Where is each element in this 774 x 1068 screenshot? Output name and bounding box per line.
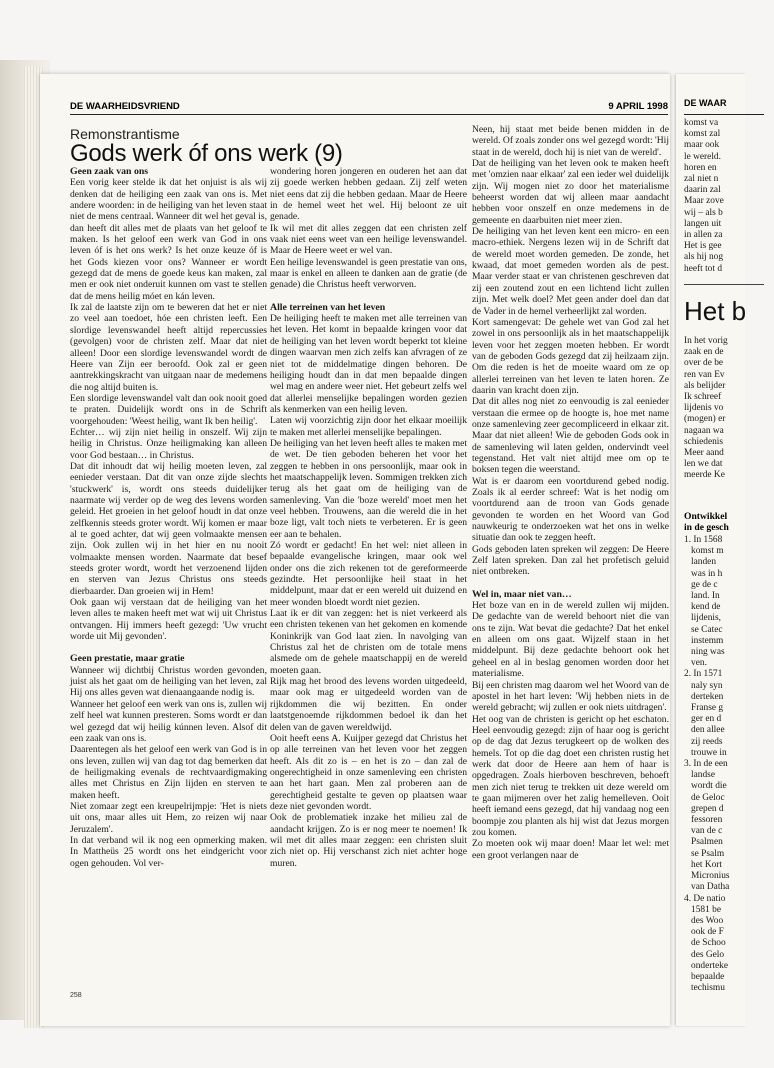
series-label: Remonstrantisme [70, 126, 180, 142]
paragraph: De heiliging heeft te maken met alle terreinen van het leven. Het komt in bepaalde kringen voor dat de heiliging van het leven wordt beperkt tot kleine dingen waarvan men zich zelfs kan afvragen of ze niet tot de middelmatige dingen behoren. De heiliging houdt dan in dat men bepaalde dingen wel mag en andere weer niet. Het gebeurt zelfs wel dat allerlei menselijke bepalingen worden gezien als kenmerken van een heilig leven. [270, 313, 467, 415]
section-heading: Alle terreinen van het leven [270, 301, 386, 313]
paragraph: Zó wordt er gedacht! En het wel: niet alleen in bepaalde evangelische kringen, maar ook wel onder ons die zich rekenen tot de gereformeerde gezindte. Het persoonlijke heil staat in het middelpunt, maar dat er een wereld uit duizend en meer wonden bloedt wordt niet gezien. [270, 540, 467, 608]
paragraph: Bij een christen mag daarom wel het Woord van de apostel in het hart leven: 'Wij hebben niets in de wereld gebracht; wij zullen er ook niets uitdragen'. [472, 679, 669, 714]
paragraph: Het oog van de christen is gericht op het eschaton. Heel eenvoudig gezegd: zijn of haar oog is gericht op de dag dat Jezus terugkeert op de wolken des hemels. Tot op die dag doet een christen rustig het werk dat door de Heere aan hem of haar is opgedragen. Zoals hierboven beschreven, behoeft men zich niet terug te trekken uit deze wereld om te gaan mijmeren over het zalig hemelleven. Ooit heeft iemand eens gezegd, dat hij vandaag nog een boompje zou planten als hij wist dat Jezus morgen zou komen. [472, 713, 669, 838]
paragraph: Wanneer het geloof een werk van ons is, zullen wij zelf heel wat kunnen presteren. Soms wordt er dan wel gezegd dat wij heilig kúnnen leven. Alsof dit een zaak van ons is. [70, 698, 267, 744]
right-page-list-text: 1. In 1568 komst m landen was in h ge de c land. In kend de lijdenis, se Catec instemm ning was ven. 2. In 1571 naly syn derteken Franse g ger en d den allee zij reeds trouwe in 3. In de een landse wordt die de Geloc grepen d fessoren van de c Psalmen se Psalm het Kort Micronius van Datha 4. De natio 1581 be des Woo ook de F de Schoo des Gelo onderteke bepaalde techismu [684, 535, 730, 994]
text-column-1 [70, 166, 267, 869]
paragraph: Ooit heeft eens A. Kuijper gezegd dat Christus het op alle terreinen van het leven voor het zeggen heeft. Als dit zo is – en het is zo – dan zal de ongerechtigheid in onze samenleving een christen aan het hart gaan. Men zal proberen aan de gerechtigheid gestalte te geven op plaatsen waar deze niet gevonden wordt. [270, 732, 467, 812]
paragraph: Ook gaan wij verstaan dat de heiliging van het leven alles te maken heeft met wat wij uit Christus ontvangen. Hij immers heeft gezegd: 'Uw vrucht worde uit Mij gevonden'. [70, 597, 267, 643]
paragraph: wondering horen jongeren en ouderen het aan dat zij goede werken hebben gedaan. Zij zelf weten niet eens dat zij die hebben gedaan. Maar de Heere in de hemel weet het wel. Hij beloont ze uit genade. [270, 166, 467, 223]
paragraph: Daarentegen als het geloof een werk van God is in ons leven, zullen wij van dag tot dag bemerken dat de heiligmaking evenals de rechtvaardigmaking alles met Christus en Zijn lijden en sterven te maken heeft. [70, 744, 267, 801]
paragraph: De heiliging van het leven kent een micro- en een macro-ethiek. Nergens lezen wij in de Schrift dat de wereld moet worden gemeden. De zonde, het kwaad, dat moet gemeden worden als de pest. Maar verder staat er van christenen geschreven dat zij een zoutend zout en een lichtend licht zullen zijn. Met welk doel? Met geen ander doel dan dat de Vader in de hemel verheerlijkt zal worden. [472, 226, 669, 317]
paragraph: Een heilige levenswandel is geen prestatie van ons, maar is enkel en alleen te danken aan de gratie (de genade) die Christus heeft verworven. [270, 256, 467, 291]
right-page-title: Het b [684, 296, 747, 326]
right-page-top-text: komst va komst zal maar ook le wereld. horen en zal niet n daarin zal Maar zove wij – als b langen uit in allen za Het is gee als hij nog heeft tot d [684, 118, 724, 274]
paragraph: Dat dit alles nog niet zo eenvoudig is zal eenieder verstaan die ermee op de hoogte is, hoe met name onze samenleving zeer gecompliceerd in elkaar zit. Maar dat niet alleen! Wie de geboden Gods ook in de samenleving wil laten gelden, ondervindt veel tegenstand. Het valt niet altijd mee om op te boksen tegen die weerstand. [472, 396, 669, 476]
paragraph: Ook de problematiek inzake het milieu zal de aandacht krijgen. Zo is er nog meer te noemen! Ik wil met dit alles maar zeggen: een christen sluit zich niet op. Hij verschanst zich niet achter hoge muren. [270, 812, 467, 869]
paragraph: Ik wil met dit alles zeggen dat een christen zelf vaak niet eens weet van een heilige levenswandel. Maar de Heere weet er wel van. [270, 222, 467, 257]
paragraph: Laat ik er dit van zeggen: het is niet verkeerd als een christen tekenen van het gekomen en komende Koninkrijk van God laat zien. In navolging van Christus zal het de christen om de totale mens alsmede om de gehele maatschappij en de wereld moeten gaan. [270, 608, 467, 676]
section-heading: Geen prestatie, maar gratie [70, 653, 185, 665]
paragraph: Een slordige levenswandel valt dan ook nooit goed te praten. Duidelijk wordt ons in de Schrift voorgehouden: 'Weest heilig, want Ik ben heilig'. [70, 392, 267, 427]
paragraph: Het boze van en in de wereld zullen wij mijden. De gedachte van de wereld behoort niet die van ons te zijn. Wat bevat die gedachte? Dat het enkel en alleen om ons gaat. Wijzelf staan in het middelpunt. Bij deze gedachte behoort ook het geheel en al in beslag genomen worden door het materialisme. [472, 600, 669, 680]
section-gap [270, 291, 467, 302]
paragraph: In dat verband wil ik nog een opmerking maken. In Mattheüs 25 wordt ons het eindgericht voor ogen gehouden. Vol ver- [70, 834, 267, 869]
right-page-header: DE WAAR [684, 98, 764, 115]
section-gap [70, 642, 267, 653]
right-page-intro-text: In het vorig zaak en de over de be ren van Ev als belijder Ik schreef lijdenis vo (mogen) er nagaan wa schiedenis Meer aand len we dat meerde Ke [684, 336, 728, 481]
left-page [40, 74, 670, 1026]
paragraph: Een vorig keer stelde ik dat het onjuist is als wij denken dat de heiliging een zaak van ons is. Met andere woorden: in de heiliging van het leven staat niet de mens centraal. Wanneer dit wel het geval is, dan heeft dit alles met de plaats van het geloof te maken. Is het geloof een werk van God in ons leven óf is het ons werk? Is het onze keuze óf is het Gods kiezen voor ons? Wanneer er wordt gezegd dat de mens de goede keus kan maken, zal men er ook niet onderuit kunnen om vast te stellen dat de mens heilig móet en kán leven. [70, 177, 267, 302]
issue-date: 9 APRIL 1998 [608, 101, 668, 112]
publication-name: DE WAARHEIDSVRIEND [70, 101, 180, 112]
text-column-3 [472, 124, 669, 861]
paragraph: Wat is er daarom een voortdurend gebed nodig. Zoals ik al eerder schreef: Wat is het nodig om voortdurend aan de troon van Gods genade gevonden te worden en het Woord van God nauwkeurig te onderzoeken wat het ons in welke situatie dan ook te zeggen heeft. [472, 475, 669, 544]
paragraph: Neen, hij staat met beide benen midden in de wereld. Of zoals zonder ons wel gezegd wordt: 'Hij staat in de wereld, doch hij is niet van de wereld'. [472, 124, 670, 158]
text-column-2 [270, 166, 467, 869]
paragraph: Echter… wij zijn niet heilig in onszelf. Wij zijn heilig in Christus. Onze heiligmaking kan alleen voor God bestaan… in Christus. [70, 426, 267, 461]
paragraph: Rijk mag het brood des levens worden uitgedeeld, maar ook mag er uitgedeeld worden van de rijkdommen die wij bezitten. En onder laatstgenoemde rijkdommen bedoel ik dan het delen van de gaven wereldwijd. [270, 676, 467, 733]
paragraph: Zo moeten ook wij maar doen! Maar let wel: met een groot verlangen naar de [472, 838, 669, 861]
paragraph: Niet zomaar zegt een kreupelrijmpje: 'Het is niets uit ons, maar alles uit Hem, zo reizen wij naar Jeruzalem'. [70, 800, 267, 835]
section-heading: Geen zaak van ons [70, 166, 149, 177]
paragraph: Wanneer wij dichtbij Christus worden gevonden, juist als het gaat om de heiliging van het leven, zal Hij ons alles geven wat dienaangaande nodig is. [70, 664, 267, 699]
paragraph: Dat de heiliging van het leven ook te maken heeft met 'omzien naar elkaar' zal een ieder wel duidelijk zijn. Wij mogen niet zo door het materialisme beheerst worden dat wij alleen maar aandacht hebben voor onszelf en onze medemens in de gemeente en daarbuiten niet meer zien. [472, 158, 669, 226]
paragraph: Ik zal de laatste zijn om te beweren dat het er niet zo veel aan toedoet, hóe een christen leeft. Een slordige levenswandel heeft altijd repercussies (gevolgen) voor de christen zelf. Maar dat niet alleen! Door een slordige levenswandel wordt de Heere van Zijn eer beroofd. Ook zal er geen aantrekkingskracht van uitgaan naar de medemens die nog altijd buiten is. [70, 302, 267, 393]
paragraph: Gods geboden laten spreken wil zeggen: De Heere Zelf laten spreken. Dan zal het profetisch geluid niet ontbreken. [472, 543, 669, 578]
right-page-fragment [676, 74, 746, 1026]
page-number: 258 [70, 992, 82, 999]
running-header [70, 98, 668, 115]
section-heading: Wel in, maar niet van… [472, 588, 572, 600]
article-title: Gods werk óf ons werk (9) [70, 140, 343, 167]
right-page-divider [684, 284, 764, 285]
paragraph: Dat dit inhoudt dat wij heilig moeten leven, zal eenieder verstaan. Dat dit van onze zijde slechts 'stuckwerk' is, wordt ons steeds duidelijker naarmate wij verder op de weg des levens worden geleid. Het groeien in het geloof houdt in dat onze zelfkennis steeds groter wordt. Wij komen er maar al te goed achter, dat wij geen volmaakte mensen zijn. Ook zullen wij in het hier en nu nooit volmaakte mensen worden. Naarmate dat besef steeds groter wordt, wordt het verzoenend lijden en sterven van Jezus Christus ons steeds dierbaarder. Dan groeien wij in Hem! [70, 460, 267, 597]
paragraph: Kort samengevat: De gehele wet van God zal het zowel in ons persoonlijk als in het maatschappelijk leven voor het zeggen moeten hebben. Er wordt van de geboden Gods gezegd dat zij heilzaam zijn. Om die reden is het de moeite waard om ze op allerlei terreinen van het leven te laten horen. Ze daarin van kracht doen zijn. [472, 316, 669, 396]
paragraph: De heiliging van het leven heeft alles te maken met de wet. De tien geboden beheren het voor het zeggen te hebben in ons persoonlijk, maar ook in het maatschappelijk leven. Sommigen trekken zich terug als het gaat om de heiliging van de samenleving. Van die 'boze wereld' moet men het veel hebben. Trouwens, aan die wereld die in het boze ligt, valt toch niets te verbeteren. Er is geen eer aan te behalen. [270, 437, 467, 540]
paragraph: Laten wij voorzichtig zijn door het elkaar moeilijk te maken met allerlei menselijke bepalingen. [270, 415, 467, 438]
right-page-subheading: Ontwikkel in de gesch [684, 511, 729, 533]
section-gap [472, 578, 669, 589]
